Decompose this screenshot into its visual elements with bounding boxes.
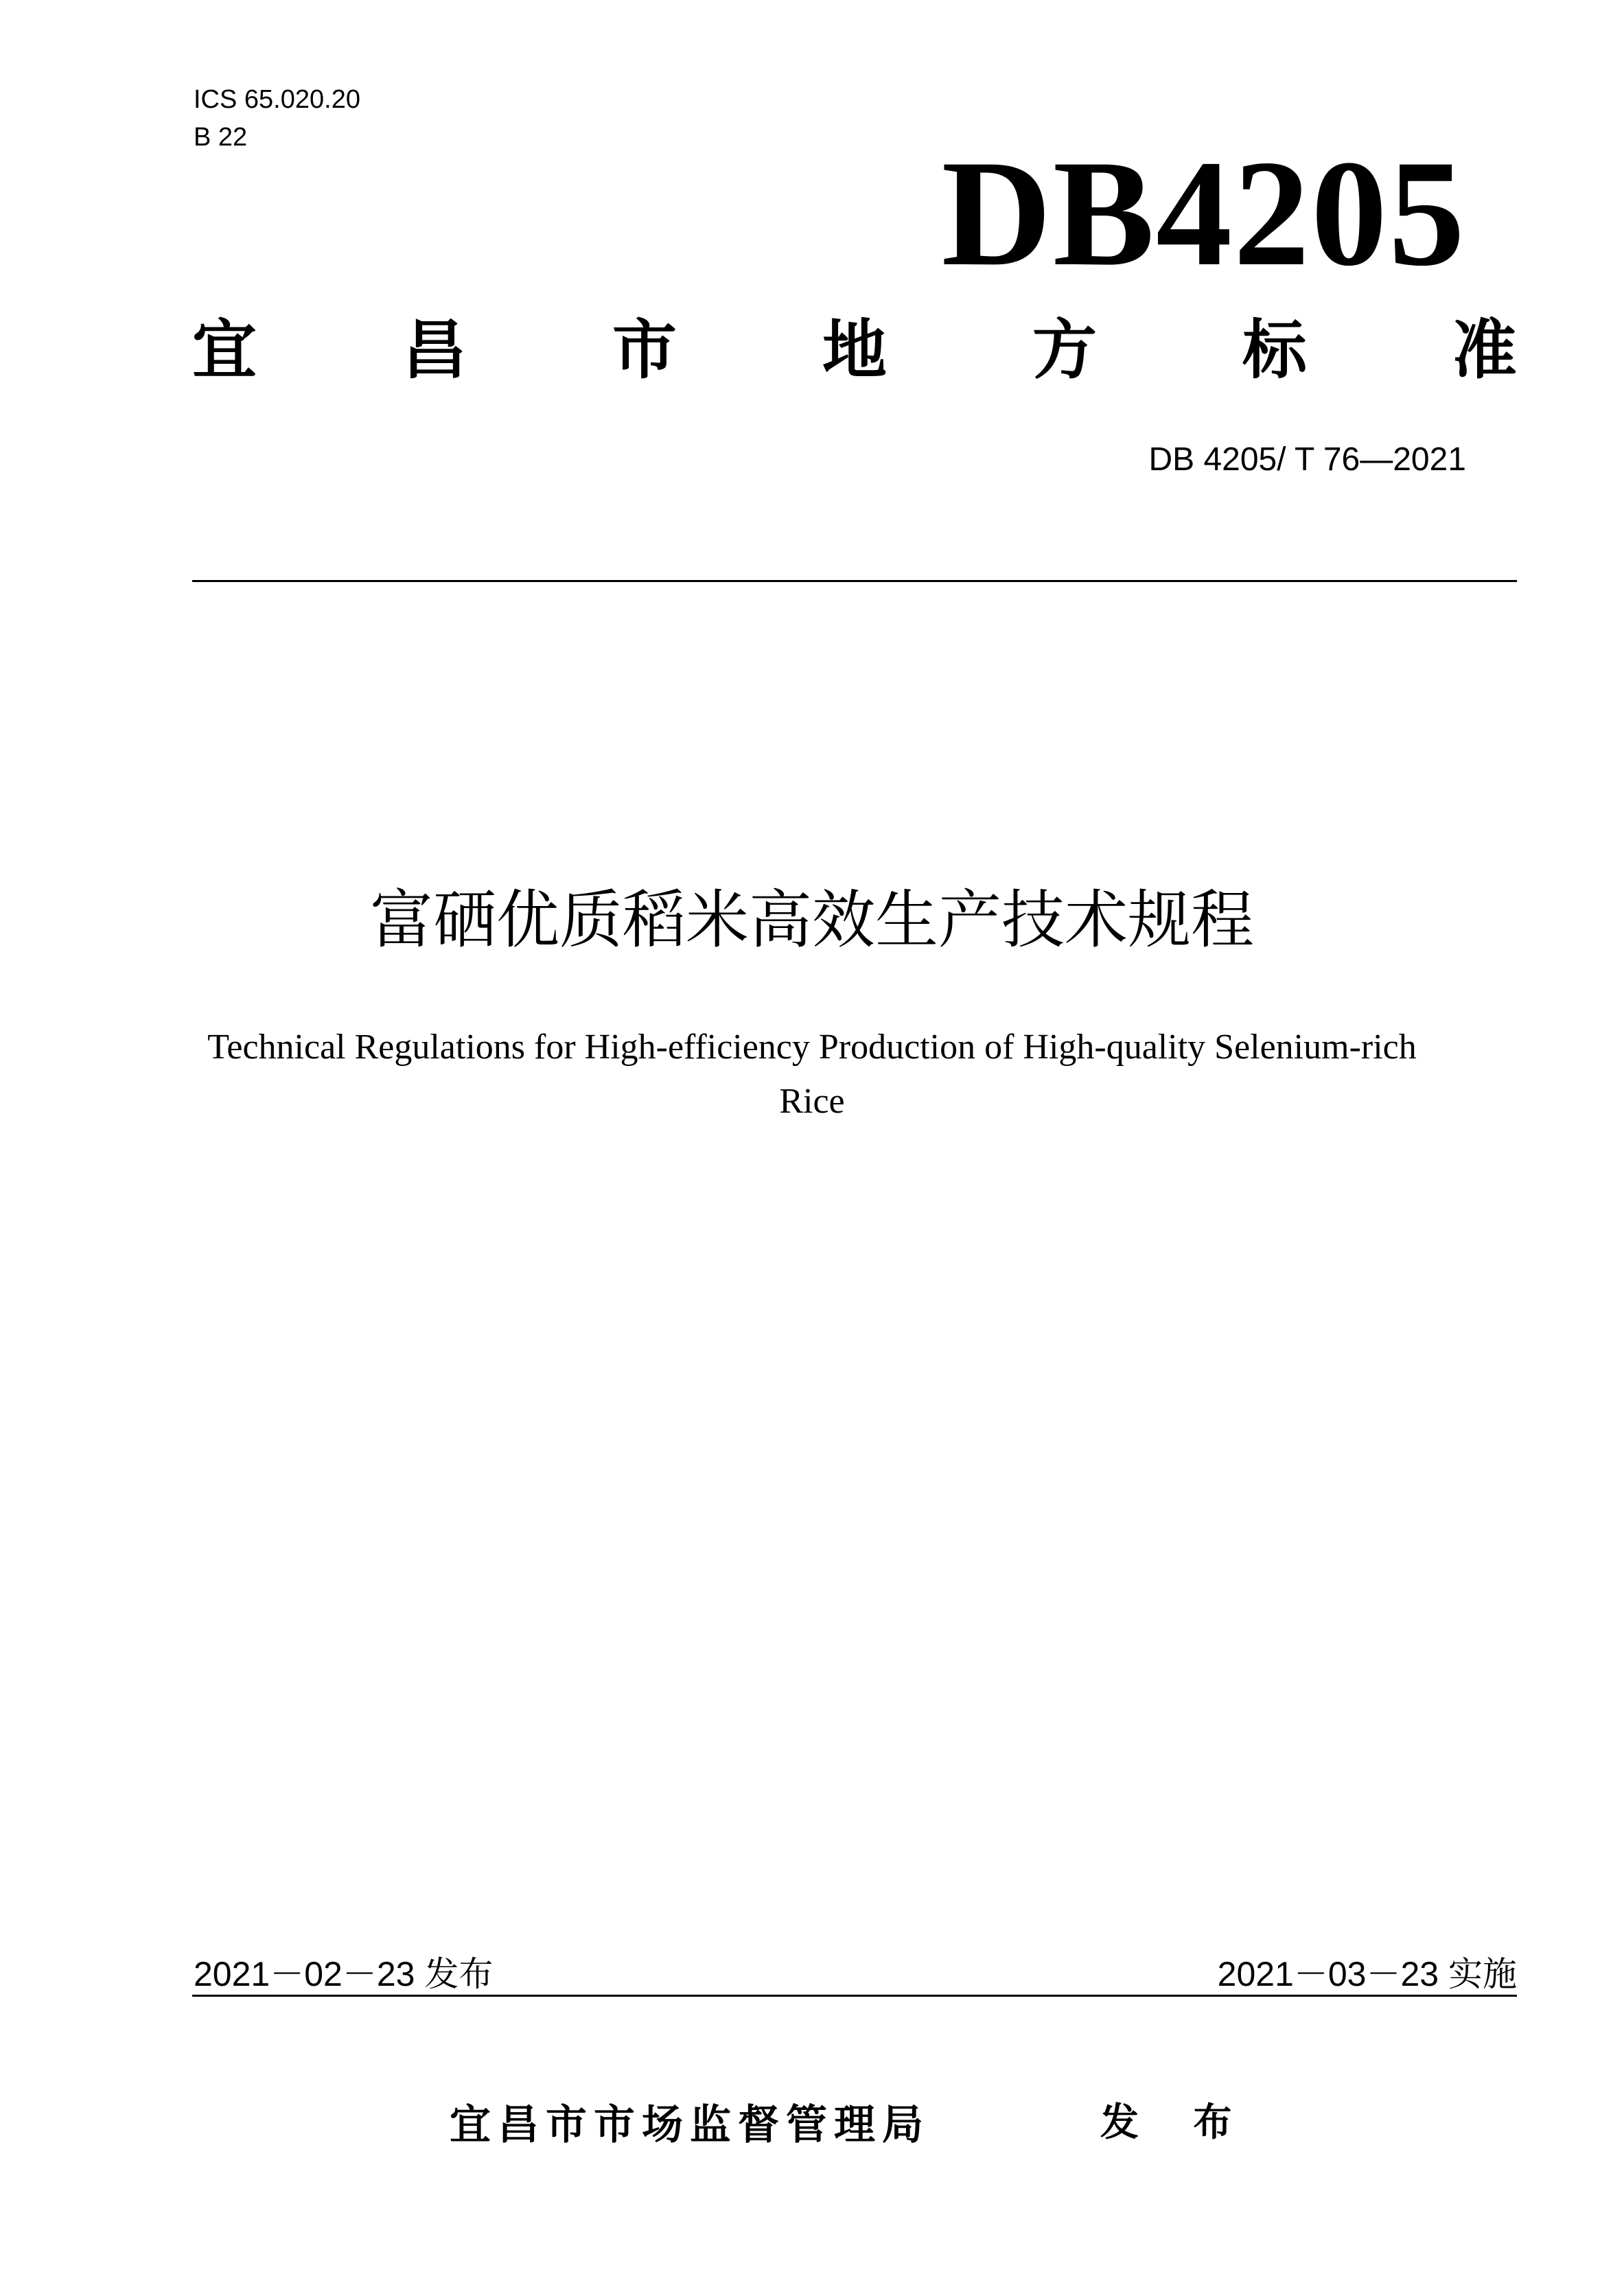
standard-number: DB 4205/ T 76—2021 (1148, 441, 1466, 478)
ccs-code: B 22 (194, 123, 248, 152)
issuing-authority: 宜昌市市场监督管理局 (450, 2101, 930, 2149)
classification-codes (194, 81, 360, 156)
english-title-line: Technical Regulations for High-efficiency Production of High-quality Selenium-rich (207, 1028, 1417, 1067)
standard-type-char: 昌 (402, 313, 467, 388)
standard-type-char: 准 (1452, 313, 1517, 388)
standard-type-title (192, 313, 1517, 388)
standard-type-char: 方 (1032, 313, 1097, 388)
standard-type-char: 标 (1242, 313, 1307, 388)
standard-type-char: 地 (822, 313, 887, 388)
implementation-date: 2021－03－23 实施 (1217, 1955, 1517, 1993)
header-divider (192, 580, 1517, 582)
issued-label: 发 布 (1100, 2100, 1253, 2145)
release-date: 2021－02－23 发布 (194, 1955, 494, 1993)
standard-type-char: 市 (612, 313, 677, 388)
ics-code: ICS 65.020.20 (194, 85, 360, 114)
english-title (103, 1020, 1521, 1128)
standard-type-char: 宜 (192, 313, 257, 388)
english-title-line: Rice (779, 1082, 845, 1122)
chinese-title: 富硒优质稻米高效生产技术规程 (369, 883, 1254, 957)
standard-logo-code: DB4205 (941, 129, 1466, 298)
footer-divider (192, 1995, 1517, 1997)
